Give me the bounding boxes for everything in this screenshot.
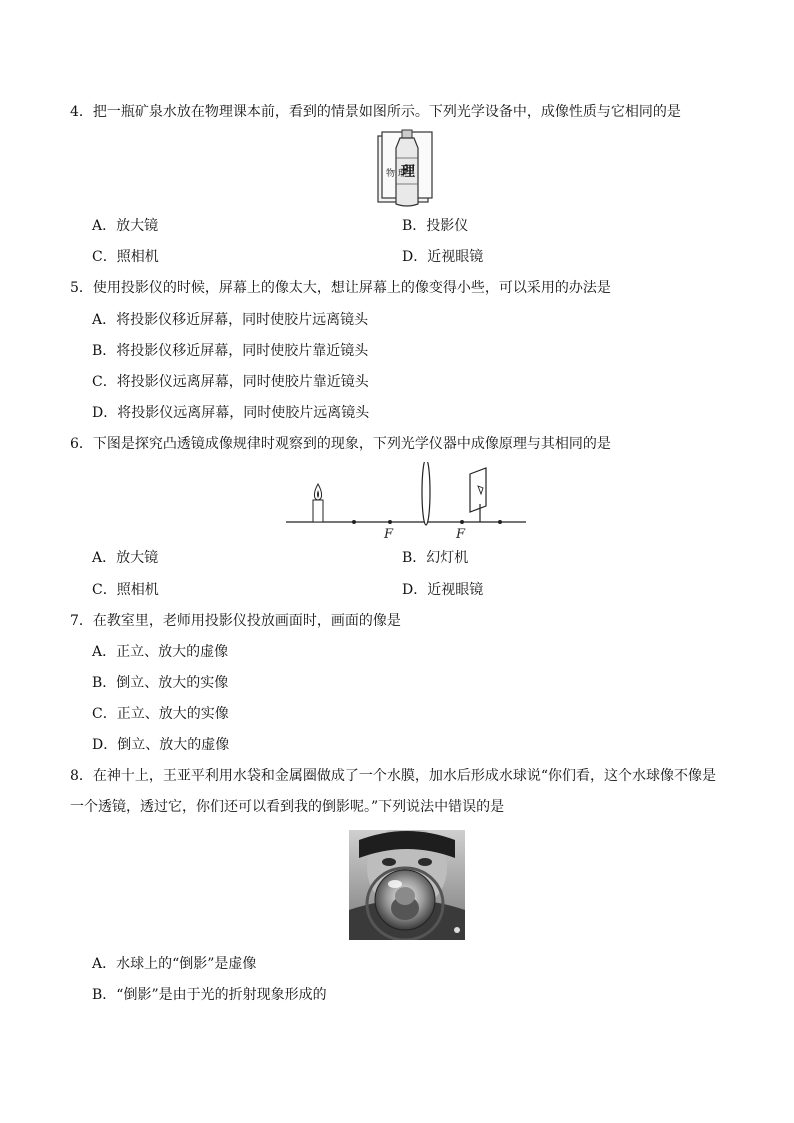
q7-option-c: C．正立、放大的实像 [92, 706, 229, 722]
q7-stem: 7．在教室里，老师用投影仪投放画面时，画面的像是 [70, 613, 401, 629]
q8-option-b: B．“倒影”是由于光的折射现象形成的 [92, 987, 327, 1003]
q4-option-a: A．放大镜 [92, 218, 159, 234]
q7-option-d: D．倒立、放大的虚像 [92, 737, 230, 753]
q4-option-b: B．投影仪 [402, 218, 469, 234]
focal-label-right: F [456, 527, 466, 542]
q4-option-d: D．近视眼镜 [402, 249, 484, 265]
q4-stem: 4．把一瓶矿泉水放在物理课本前，看到的情景如图所示。下列光学设备中，成像性质与它相同的是 [70, 104, 681, 120]
book-title: 物 理 [386, 169, 407, 179]
q5-option-c: C．将投影仪远离屏幕，同时使胶片靠近镜头 [92, 374, 369, 390]
q4-bottle-figure [376, 128, 436, 208]
q8-stem-line1: 8．在神十上，王亚平利用水袋和金属圈做成了一个水膜，加水后形成水球说“你们看，这个水球像不像是 [70, 768, 717, 784]
q7-option-a: A．正立、放大的虚像 [92, 644, 229, 660]
q5-option-b: B．将投影仪移近屏幕，同时使胶片靠近镜头 [92, 343, 369, 359]
q4-option-c: C．照相机 [92, 249, 159, 265]
q6-stem: 6．下图是探究凸透镜成像规律时观察到的现象，下列光学仪器中成像原理与其相同的是 [70, 436, 611, 452]
focal-label-left: F [384, 527, 394, 542]
q5-option-a: A．将投影仪移近屏幕，同时使胶片远离镜头 [92, 312, 369, 328]
svg-text:理: 理 [401, 164, 415, 180]
q8-stem-line2: 一个透镜，透过它，你们还可以看到我的倒影呢。”下列说法中错误的是 [70, 799, 505, 815]
q7-option-b: B．倒立、放大的实像 [92, 675, 229, 691]
q6-option-c: C．照相机 [92, 582, 159, 598]
q6-option-b: B．幻灯机 [402, 550, 469, 566]
q5-option-d: D．将投影仪远离屏幕，同时使胶片远离镜头 [92, 405, 370, 421]
q5-stem: 5．使用投影仪的时候，屏幕上的像太大，想让屏幕上的像变得小些，可以采用的办法是 [70, 280, 611, 296]
q6-option-d: D．近视眼镜 [402, 582, 484, 598]
q8-water-ball-photo [349, 830, 465, 940]
q6-lens-figure [284, 462, 528, 542]
q6-option-a: A．放大镜 [92, 550, 159, 566]
q8-option-a: A．水球上的“倒影”是虚像 [92, 956, 257, 972]
